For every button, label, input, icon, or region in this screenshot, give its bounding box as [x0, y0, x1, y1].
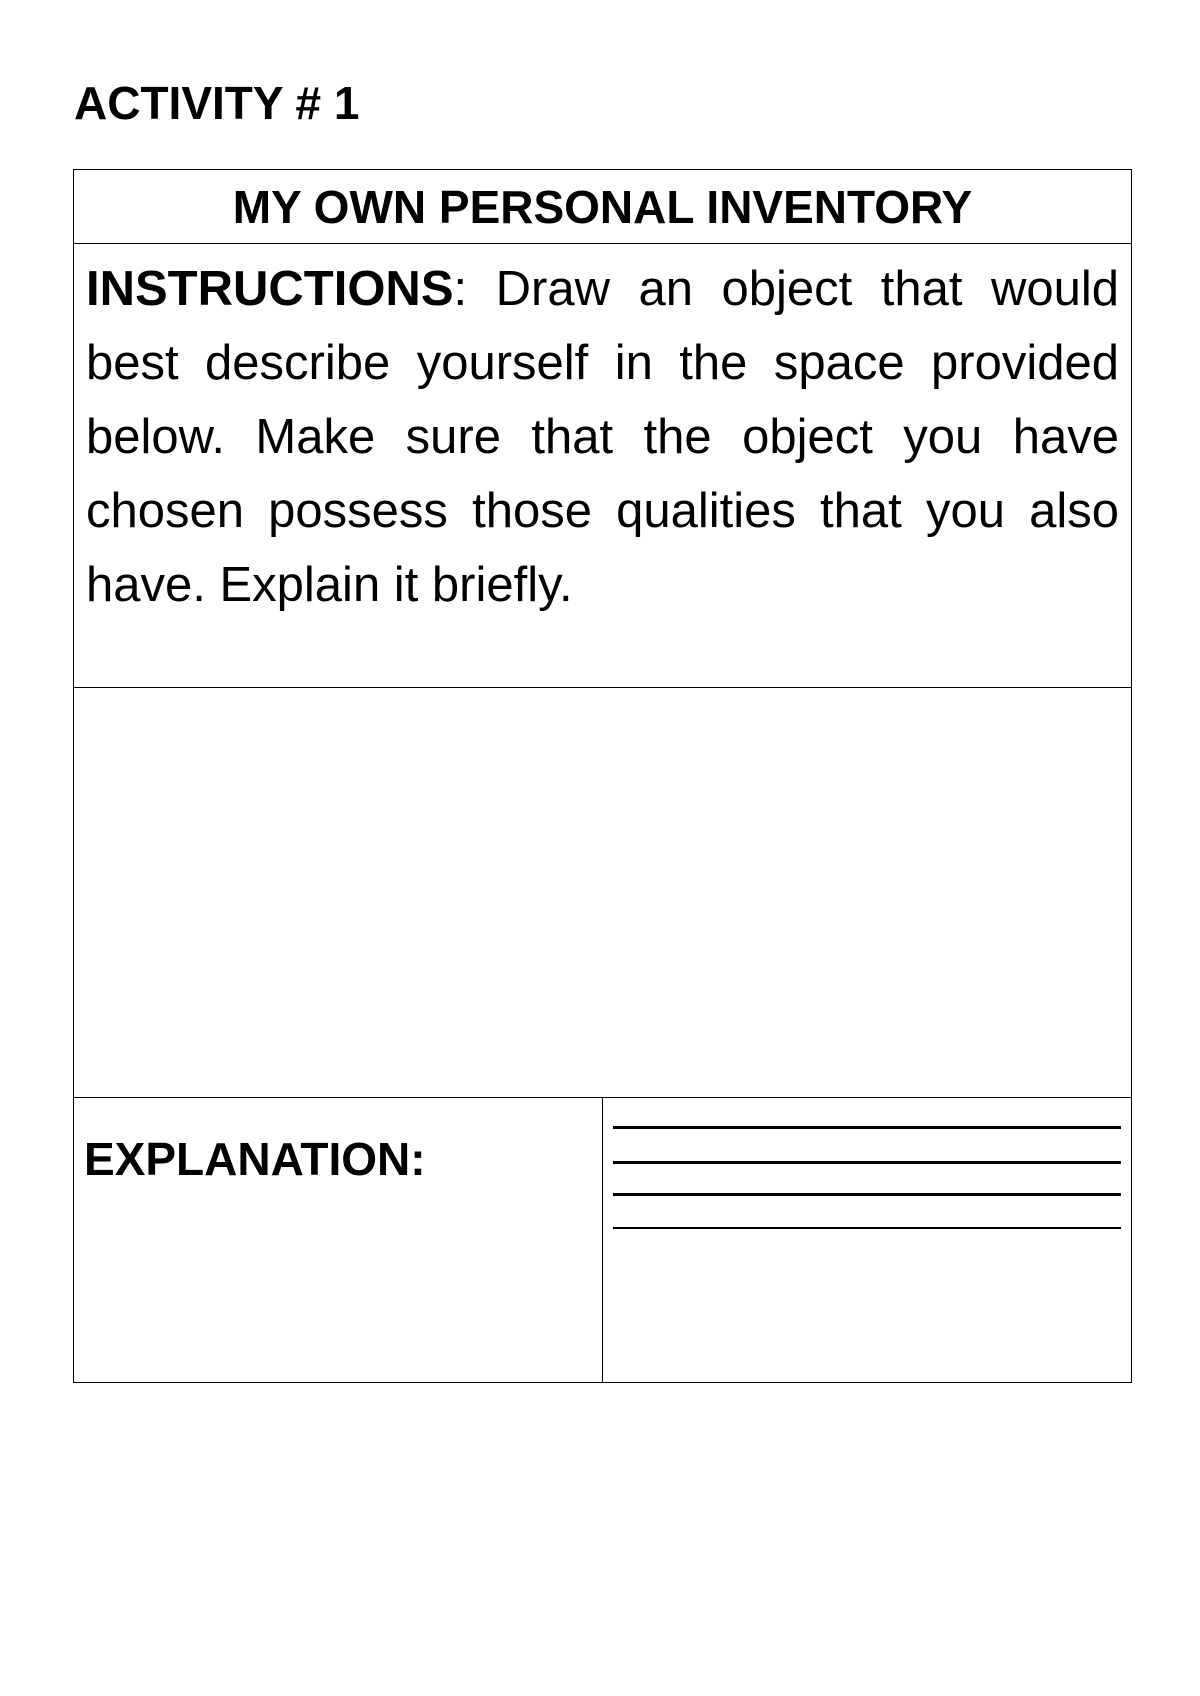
instructions-text: Draw an object that would best describe yourself in the space provided below. Make sure that the object you have chosen possess those qualities that you also have. Explain it briefly. — [86, 262, 1119, 612]
explanation-label: EXPLANATION: — [74, 1098, 603, 1383]
heading-row — [74, 170, 1132, 244]
instructions-row — [74, 244, 1132, 688]
worksheet-heading: MY OWN PERSONAL INVENTORY — [74, 170, 1132, 244]
drawing-row — [74, 688, 1132, 1098]
worksheet-table — [73, 169, 1132, 1383]
activity-title: ACTIVITY # 1 — [74, 77, 360, 129]
explanation-row — [74, 1098, 1132, 1383]
instructions-colon: : — [453, 262, 468, 316]
drawing-space[interactable] — [74, 688, 1132, 1098]
instructions-block — [74, 244, 1132, 688]
answer-line — [613, 1161, 1121, 1164]
answer-line — [613, 1193, 1121, 1196]
instructions-label: INSTRUCTIONS — [86, 262, 454, 316]
explanation-answer-area[interactable] — [603, 1098, 1132, 1383]
answer-line — [613, 1126, 1121, 1129]
answer-line — [613, 1227, 1121, 1229]
